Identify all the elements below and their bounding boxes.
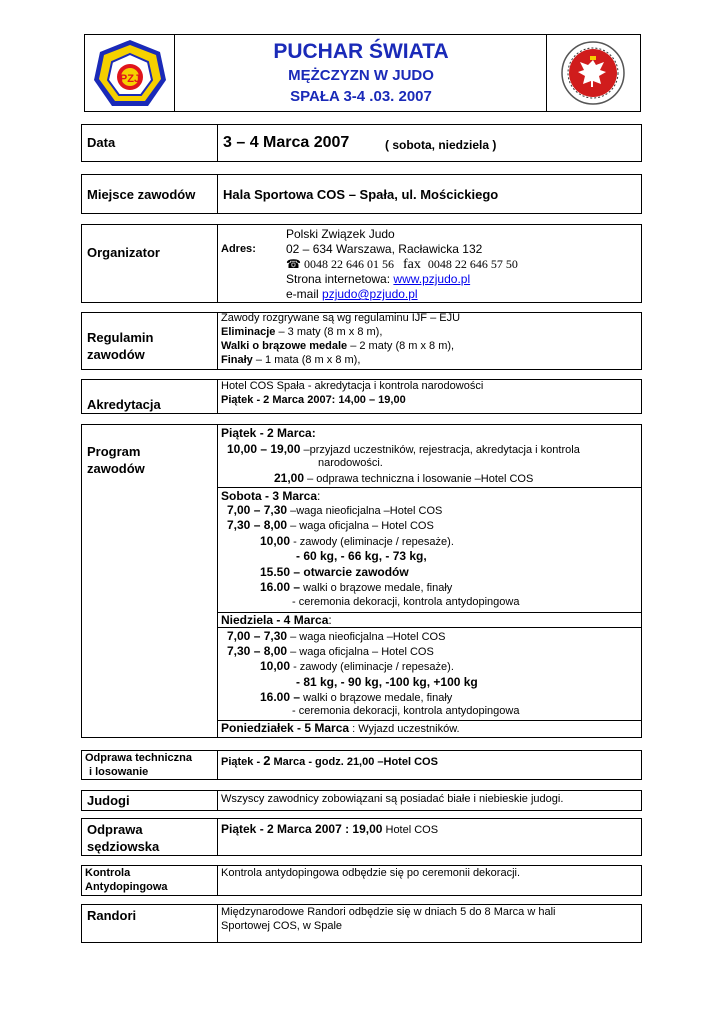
- organizer-name: Polski Związek Judo: [286, 227, 395, 241]
- rules-row-divider: [217, 312, 218, 370]
- email-link[interactable]: pzjudo@pzjudo.pl: [322, 287, 418, 301]
- monday-line: Poniedziałek - 5 Marca : Wyjazd uczestników.: [221, 721, 460, 735]
- date-label: Data: [87, 135, 116, 150]
- page-subtitle: MĘŻCZYZN W JUDO: [288, 67, 434, 84]
- judogi-label: Judogi: [87, 793, 130, 808]
- date-row: [81, 124, 642, 162]
- accreditation-label: Akredytacja: [87, 397, 161, 412]
- friday-line-2: 21,00 – odprawa techniczna i losowanie –Hotel COS: [274, 471, 534, 485]
- accreditation-row-divider: [217, 379, 218, 414]
- sunday-line-5: 16.00 – walki o brązowe medale, finały: [260, 690, 453, 704]
- fax-label: fax: [402, 257, 421, 272]
- friday-head: Piątek - 2 Marca:: [221, 426, 316, 440]
- sunday-line-2: 7,30 – 8,00 – waga oficjalna – Hotel COS: [227, 644, 434, 658]
- venue-row-divider: [217, 174, 218, 214]
- email-line: [286, 287, 418, 301]
- doping-text: Kontrola antydopingowa odbędzie się po ceremonii dekoracji.: [221, 867, 521, 879]
- phone-line: [286, 257, 518, 273]
- header-divider-left: [174, 34, 175, 112]
- friday-line-1b: narodowości.: [318, 457, 383, 469]
- email-label: e-mail: [286, 287, 323, 301]
- saturday-opening: 15.50 – otwarcie zawodów: [260, 565, 409, 579]
- saturday-line-2: 7,30 – 8,00 – waga oficjalna – Hotel COS: [227, 518, 434, 532]
- randori-row-divider: [217, 904, 218, 943]
- program-sep-3: [217, 627, 642, 628]
- sunday-line-1: 7,00 – 7,30 – waga nieoficjalna –Hotel COS: [227, 629, 446, 643]
- referees-label-1: Odprawa: [87, 822, 143, 837]
- organizer-label: Organizator: [87, 245, 160, 260]
- briefing-label-1: Odprawa techniczna: [85, 752, 192, 764]
- rules-label-1: Regulamin: [87, 330, 154, 345]
- judogi-row-divider: [217, 790, 218, 811]
- accreditation-line-2: Piątek - 2 Marca 2007: 14,00 – 19,00: [221, 394, 406, 406]
- doping-label-1: Kontrola: [85, 867, 131, 879]
- doping-label-2: Antydopingowa: [85, 881, 168, 893]
- sunday-head: Niedziela - 4 Marca:: [221, 613, 332, 627]
- svg-text:PZJ: PZJ: [119, 73, 141, 85]
- program-label-2: zawodów: [87, 461, 145, 476]
- briefing-label-2: i losowanie: [89, 766, 149, 778]
- sunday-weights: - 81 kg, - 90 kg, -100 kg, +100 kg: [296, 675, 478, 689]
- website-label: Strona internetowa:: [286, 272, 394, 286]
- eagle-emblem: [560, 40, 626, 106]
- referees-label-2: sędziowska: [87, 839, 160, 854]
- sunday-line-3: 10,00 - zawody (eliminacje / repesaże).: [260, 659, 454, 673]
- briefing-text: Piątek - 2 Marca - godz. 21,00 –Hotel COS: [221, 753, 438, 768]
- briefing-row-divider: [217, 750, 218, 780]
- page-title: PUCHAR ŚWIATA: [273, 40, 449, 63]
- phone-icon: ☎: [286, 257, 304, 271]
- saturday-line-1: 7,00 – 7,30 –waga nieoficjalna –Hotel COS: [227, 503, 443, 517]
- website-link[interactable]: www.pzjudo.pl: [393, 272, 471, 286]
- saturday-line-6: - ceremonia dekoracji, kontrola antydopingowa: [292, 596, 520, 608]
- program-sep-1: [217, 487, 642, 488]
- judogi-text: Wszyscy zawodnicy zobowiązani są posiadać białe i niebieskie judogi.: [221, 793, 564, 805]
- pzj-logo: [90, 38, 170, 110]
- randori-line-2: Sportowej COS, w Spale: [221, 920, 343, 932]
- accreditation-line-1: Hotel COS Spała - akredytacja i kontrola narodowości: [221, 380, 484, 392]
- pzj-logo-icon: [90, 38, 170, 110]
- website-line: [286, 272, 470, 286]
- venue-label: Miejsce zawodów: [87, 187, 196, 202]
- program-label-1: Program: [87, 444, 141, 459]
- rules-line-1: Zawody rozgrywane są wg regulaminu IJF – EJU: [221, 312, 461, 324]
- saturday-weights: - 60 kg, - 66 kg, - 73 kg,: [296, 549, 427, 563]
- saturday-line-5: 16.00 – walki o brązowe medale, finały: [260, 580, 453, 594]
- date-value: 3 – 4 Marca 2007: [223, 134, 350, 151]
- fax-value: 0048 22 646 57 50: [427, 257, 518, 271]
- randori-label: Randori: [87, 908, 137, 923]
- doping-row-divider: [217, 865, 218, 896]
- organizer-row-divider: [217, 224, 218, 303]
- venue-value: Hala Sportowa COS – Spała, ul. Mościckiego: [223, 187, 499, 202]
- rules-line-final: Finały – 1 mata (8 m x 8 m),: [221, 354, 361, 366]
- referees-text: Piątek - 2 Marca 2007 : 19,00 Hotel COS: [221, 822, 439, 836]
- date-note: ( sobota, niedziela ): [385, 138, 497, 152]
- randori-line-1: Międzynarodowe Randori odbędzie się w dniach 5 do 8 Marca w hali: [221, 906, 556, 918]
- rules-line-bronze: Walki o brązowe medale – 2 maty (8 m x 8 m),: [221, 340, 455, 352]
- saturday-line-3: 10,00 - zawody (eliminacje / repesaże).: [260, 534, 454, 548]
- referees-row-divider: [217, 818, 218, 856]
- sunday-line-6: - ceremonia dekoracji, kontrola antydopingowa: [292, 705, 520, 717]
- address-label: Adres:: [221, 243, 256, 255]
- eagle-emblem-icon: [560, 40, 626, 106]
- address-value: 02 – 634 Warszawa, Racławicka 132: [286, 242, 483, 256]
- date-row-divider: [217, 124, 218, 162]
- friday-line-1: 10,00 – 19,00 –przyjazd uczestników, rejestracja, akredytacja i kontrola: [227, 442, 580, 456]
- phone-value: 0048 22 646 01 56: [303, 257, 394, 271]
- saturday-head: Sobota - 3 Marca:: [221, 489, 321, 503]
- header-divider-right: [546, 34, 547, 112]
- program-row-divider: [217, 424, 218, 738]
- page-place-date: SPAŁA 3-4 .03. 2007: [290, 88, 432, 105]
- rules-line-elim: Eliminacje – 3 maty (8 m x 8 m),: [221, 326, 383, 338]
- rules-label-2: zawodów: [87, 347, 145, 362]
